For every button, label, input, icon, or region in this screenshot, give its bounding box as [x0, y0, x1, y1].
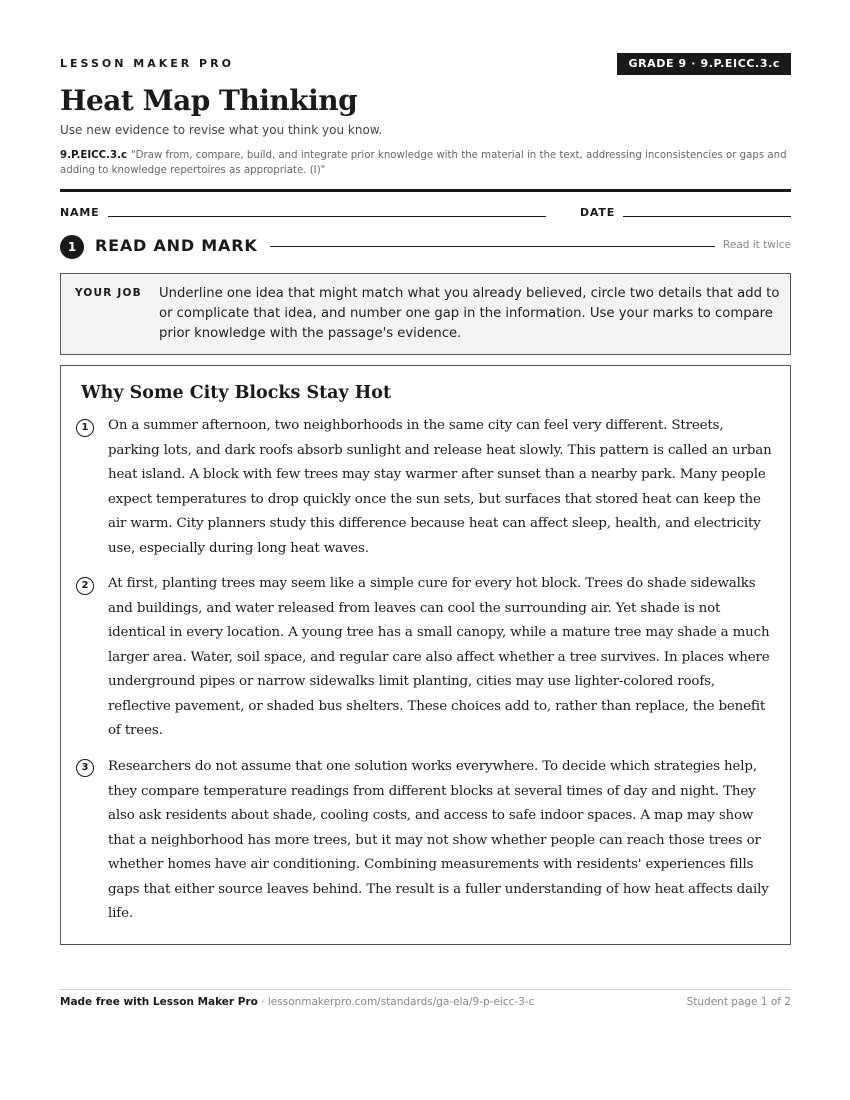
standard-code: 9.P.EICC.3.c — [60, 150, 127, 161]
footer-made-with: Made free with Lesson Maker Pro — [60, 996, 258, 1008]
job-instructions-box — [60, 273, 791, 355]
reading-passage — [60, 365, 791, 945]
paragraph-3: Researchers do not assume that one solution works everywhere. To decide which strategies help, they compare temperature readings from different blocks at several times of day and night. They also ask residents about shade, cooling costs, and access to safe indoor spaces. A map may show that a neighborhood has more trees, but it may not show whether people can reach those trees or whether homes have air conditioning. Combining measurements with residents' experiences fills gaps that either source leaves behind. The result is a fuller understanding of how heat affects daily life. — [108, 759, 769, 921]
paragraph-number-2: 2 — [76, 577, 94, 595]
standard-text: "Draw from, compare, build, and integrate prior knowledge with the material in the text, addressing inconsistencies or gaps and adding to knowledge repertoires as appropriate. (I)" — [60, 150, 787, 176]
grade-badge: GRADE 9 · 9.P.EICC.3.c — [617, 53, 791, 75]
passage-title: Why Some City Blocks Stay Hot — [81, 383, 392, 403]
section-number-badge: 1 — [60, 235, 84, 259]
page-title: Heat Map Thinking — [60, 84, 358, 117]
header-divider — [60, 189, 791, 192]
job-text: Underline one idea that might match what you already believed, circle two details that add to or complicate that idea, and number one gap in the information. Use your marks to compare prior knowledge with the passage's evidence. — [159, 286, 780, 341]
section-divider — [270, 246, 715, 247]
footer-credit — [60, 996, 534, 1008]
brand-name: LESSON MAKER PRO — [60, 57, 234, 70]
page-indicator: Student page 1 of 2 — [686, 996, 791, 1008]
name-label: NAME — [60, 206, 100, 219]
job-label: YOUR JOB — [75, 287, 142, 299]
section-note: Read it twice — [723, 239, 791, 251]
paragraph-number-1: 1 — [76, 419, 94, 437]
footer-divider — [60, 989, 791, 990]
standard-description — [60, 148, 791, 178]
paragraph-number-3: 3 — [76, 759, 94, 777]
footer-url[interactable]: · lessonmakerpro.com/standards/ga-ela/9-p-eicc-3-c — [257, 996, 535, 1008]
paragraph-2: At first, planting trees may seem like a simple cure for every hot block. Trees do shade sidewalks and buildings, and water released from leaves can cool the surrounding air. Yet shade is not identical in every location. A young tree has a small canopy, while a mature tree may shade a much larger area. Water, soil space, and regular care also affect whether a tree survives. In places where underground pipes or narrow sidewalks limit planting, cities may use lighter-colored roofs, reflective pavement, or shaded bus shelters. These choices add to, rather than replace, the benefit of trees. — [108, 576, 770, 738]
date-label: DATE — [580, 206, 616, 219]
date-field[interactable] — [623, 216, 791, 217]
section-title: READ AND MARK — [95, 236, 258, 255]
name-field[interactable] — [108, 216, 546, 217]
paragraph-1: On a summer afternoon, two neighborhoods in the same city can feel very different. Streets, parking lots, and dark roofs absorb sunlight and release heat slowly. This pattern is called an urban heat island. A block with few trees may stay warmer after sunset than a nearby park. Many people expect temperatures to drop quickly once the sun sets, but surfaces that stored heat can keep the air warm. City planners study this difference because heat can affect sleep, health, and electricity use, especially during long heat waves. — [108, 418, 772, 556]
page-subtitle: Use new evidence to revise what you think you know. — [60, 123, 383, 137]
